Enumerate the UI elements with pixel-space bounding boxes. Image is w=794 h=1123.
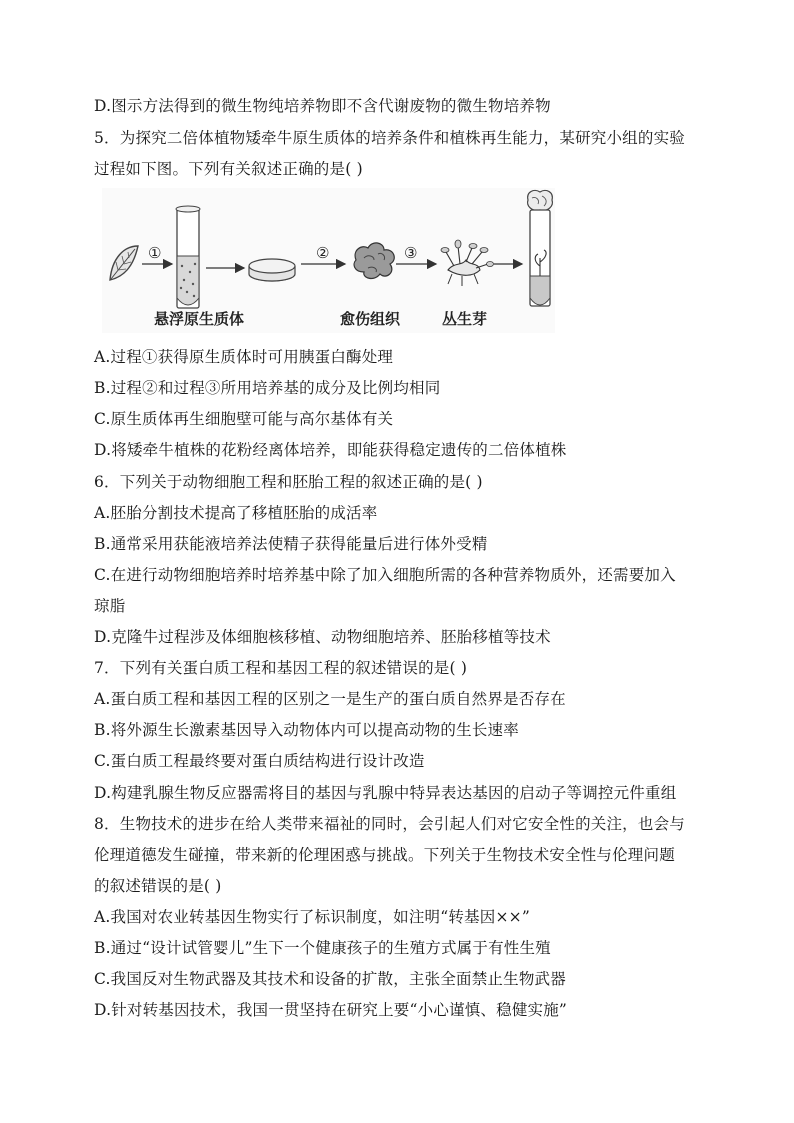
caption-clustered-shoots: 丛生芽 [442,310,488,328]
question-6-option-b: B.通常采用获能液培养法使精子获得能量后进行体外受精 [94,535,488,553]
question-8-stem-line-3: 的叙述错误的是( ) [94,877,222,895]
question-5-option-a: A.过程①获得原生质体时可用胰蛋白酶处理 [94,348,394,366]
question-6-option-c-line-1: C.在进行动物细胞培养时培养基中除了加入细胞所需的各种营养物质外，还需要加入 [94,566,676,584]
step-3-label: ③ [404,244,418,262]
question-5-stem-line-2: 过程如下图。下列有关叙述正确的是( ) [94,160,363,178]
question-8-option-b: B.通过“设计试管婴儿”生下一个健康孩子的生殖方式属于有性生殖 [94,939,551,957]
test-tube-protoplast-icon [176,206,200,308]
question-6-option-c-line-2: 琼脂 [94,597,126,615]
petri-dish-icon [249,259,295,281]
caption-suspended-protoplast: 悬浮原生质体 [154,310,245,328]
question-8-option-d: D.针对转基因技术，我国一贯坚持在研究上要“小心谨慎、稳健实施” [94,1001,568,1019]
question-7-option-a: A.蛋白质工程和基因工程的区别之一是生产的蛋白质自然界是否存在 [94,690,566,708]
question-5-option-d: D.将矮牵牛植株的花粉经离体培养，即能获得稳定遗传的二倍体植株 [94,441,567,459]
step-1-label: ① [148,244,162,262]
caption-callus: 愈伤组织 [340,310,401,328]
question-8-option-a: A.我国对农业转基因生物实行了标识制度，如注明“转基因××” [94,908,530,926]
question-6-stem: 6．下列关于动物细胞工程和胚胎工程的叙述正确的是( ) [94,473,483,491]
question-6-option-a: A.胚胎分割技术提高了移植胚胎的成活率 [94,504,378,522]
question-5-option-c: C.原生质体再生细胞壁可能与高尔基体有关 [94,410,394,428]
question-7-option-c: C.蛋白质工程最终要对蛋白质结构进行设计改造 [94,752,425,770]
question-5-option-b: B.过程②和过程③所用培养基的成分及比例均相同 [94,379,441,397]
text-line-1: D.图示方法得到的微生物纯培养物即不含代谢废物的微生物培养物 [94,97,551,115]
test-tube-plantlet-icon [528,190,553,306]
question-5-stem-line-1: 5．为探究二倍体植物矮牵牛原生质体的培养条件和植株再生能力，某研究小组的实验 [94,129,685,147]
question-8-stem-line-1: 8．生物技术的进步在给人类带来福祉的同时，会引起人们对它安全性的关注，也会与 [94,815,685,833]
question-7-option-b: B.将外源生长激素基因导入动物体内可以提高动物的生长速率 [94,721,519,739]
question-8-option-c: C.我国反对生物武器及其技术和设备的扩散，主张全面禁止生物武器 [94,970,566,988]
step-2-label: ② [316,244,330,262]
question-7-stem: 7．下列有关蛋白质工程和基因工程的叙述错误的是( ) [94,659,468,677]
question-8-stem-line-2: 伦理道德发生碰撞，带来新的伦理困惑与挑战。下列关于生物技术安全性与伦理问题 [94,846,675,864]
question-7-option-d: D.构建乳腺生物反应器需将目的基因与乳腺中特异表达基因的启动子等调控元件重组 [94,784,677,802]
question-6-option-d: D.克隆牛过程涉及体细胞核移植、动物细胞培养、胚胎移植等技术 [94,628,551,646]
experiment-process-diagram [102,188,555,333]
